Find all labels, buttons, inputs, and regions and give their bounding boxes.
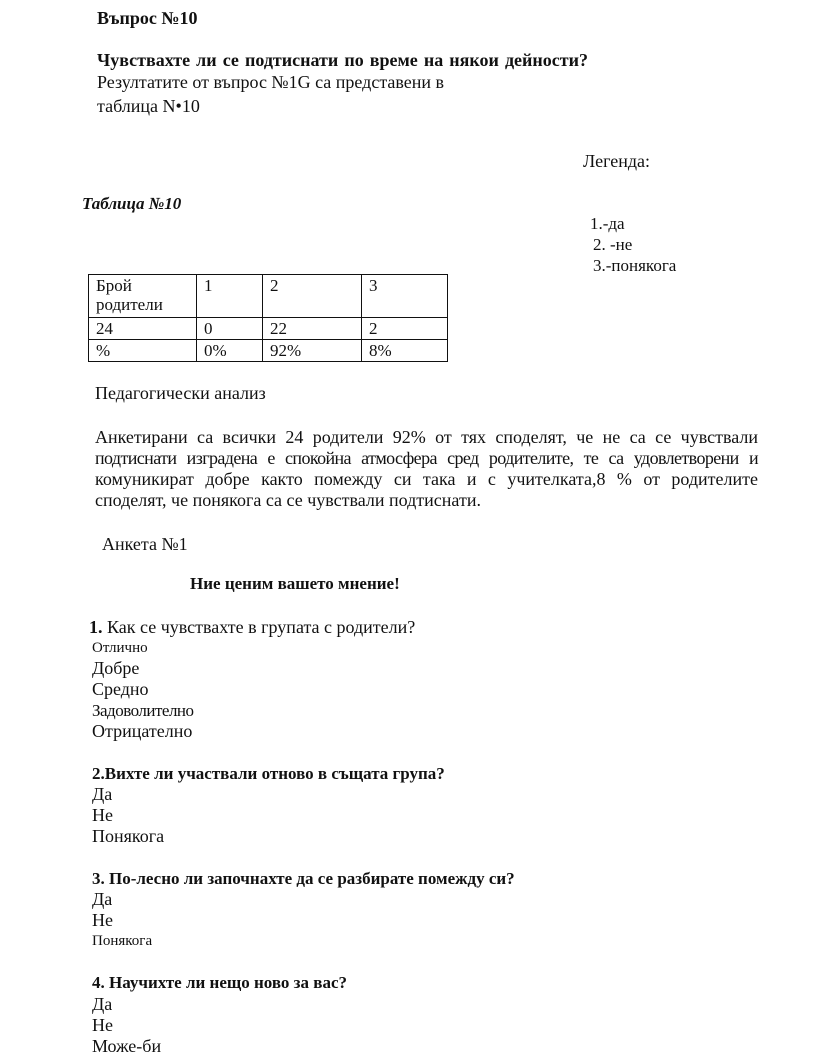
analysis-title: Педагогически анализ [95, 383, 266, 403]
answer-option: Отрицателно [92, 721, 193, 741]
table-header-row [89, 275, 448, 318]
answer-option: Не [92, 1015, 113, 1035]
analysis-line: подтиснати изградена е спокойна атмосфера сред родителите, те са удовлетворени и [95, 448, 758, 468]
table-row [89, 318, 448, 340]
answer-option: Да [92, 994, 113, 1014]
answer-option: Отлично [92, 640, 148, 656]
table-header-cell: Брой родители [89, 275, 197, 318]
answer-option: Може-би [92, 1036, 162, 1056]
question-bold-text: Чувствахте ли се подтиснати по време на някои дейности? [97, 50, 588, 70]
question-number: 1. [89, 617, 103, 637]
legend-item-3: 3.-понякога [593, 256, 677, 275]
table-header-cell: 2 [263, 275, 362, 318]
table-title: Таблица №10 [82, 194, 182, 213]
question-paragraph-line3: таблица N•10 [97, 96, 200, 116]
answer-option: Не [92, 805, 113, 825]
answer-option: Понякога [92, 933, 153, 949]
table-cell: 2 [362, 318, 448, 340]
legend-item-2: 2. -не [593, 235, 633, 254]
table-cell: 92% [263, 340, 362, 362]
question-paragraph-line1 [97, 50, 588, 71]
table-cell: 8% [362, 340, 448, 362]
answer-option: Не [92, 910, 113, 930]
survey-question-2 [92, 764, 445, 784]
table-cell: 0 [197, 318, 263, 340]
survey-question-3 [92, 869, 515, 889]
question-text: Научихте ли нещо ново за вас? [109, 973, 347, 992]
answer-option: Задоволително [92, 701, 194, 720]
survey-title: Анкета №1 [102, 534, 188, 554]
table-header-cell: 1 [197, 275, 263, 318]
question-number: 2. [92, 764, 105, 783]
answer-option: Понякога [92, 826, 165, 846]
analysis-line: Анкетирани са всички 24 родители 92% от тях споделят, че не са се чувствали [95, 427, 758, 447]
legend-item-1: 1.-да [590, 214, 625, 233]
survey-motto: Ние ценим вашето мнение! [190, 574, 400, 593]
question-text: По-лесно ли започнахте да се разбирате помежду си? [109, 869, 515, 888]
question-number: 4. [92, 973, 105, 992]
results-table [88, 274, 448, 362]
analysis-line: комуникират добре както помежду си така и с учителката,8 % от родителите [95, 469, 758, 489]
question-text: Как се чувствахте в групата с родители? [107, 617, 416, 637]
question-number: 3. [92, 869, 105, 888]
table-cell: 0% [197, 340, 263, 362]
survey-question-1 [89, 617, 415, 638]
table-row [89, 340, 448, 362]
analysis-line: споделят, че понякога са се чувствали подтиснати. [95, 490, 481, 510]
table-cell: 22 [263, 318, 362, 340]
answer-option: Да [92, 784, 113, 804]
table-cell: % [89, 340, 197, 362]
answer-option: Добре [92, 658, 140, 678]
answer-option: Да [92, 889, 113, 909]
answer-option: Средно [92, 679, 149, 699]
question-heading: Въпрос №10 [97, 8, 198, 28]
question-paragraph-line2 [97, 72, 588, 93]
table-header-cell: 3 [362, 275, 448, 318]
question-rest-text: Резултатите от въпрос №1G са представени в [97, 72, 445, 92]
table-cell: 24 [89, 318, 197, 340]
question-text: Вихте ли участвали отново в същата група? [104, 764, 445, 783]
legend-title: Легенда: [583, 151, 650, 171]
survey-question-4 [92, 973, 347, 993]
